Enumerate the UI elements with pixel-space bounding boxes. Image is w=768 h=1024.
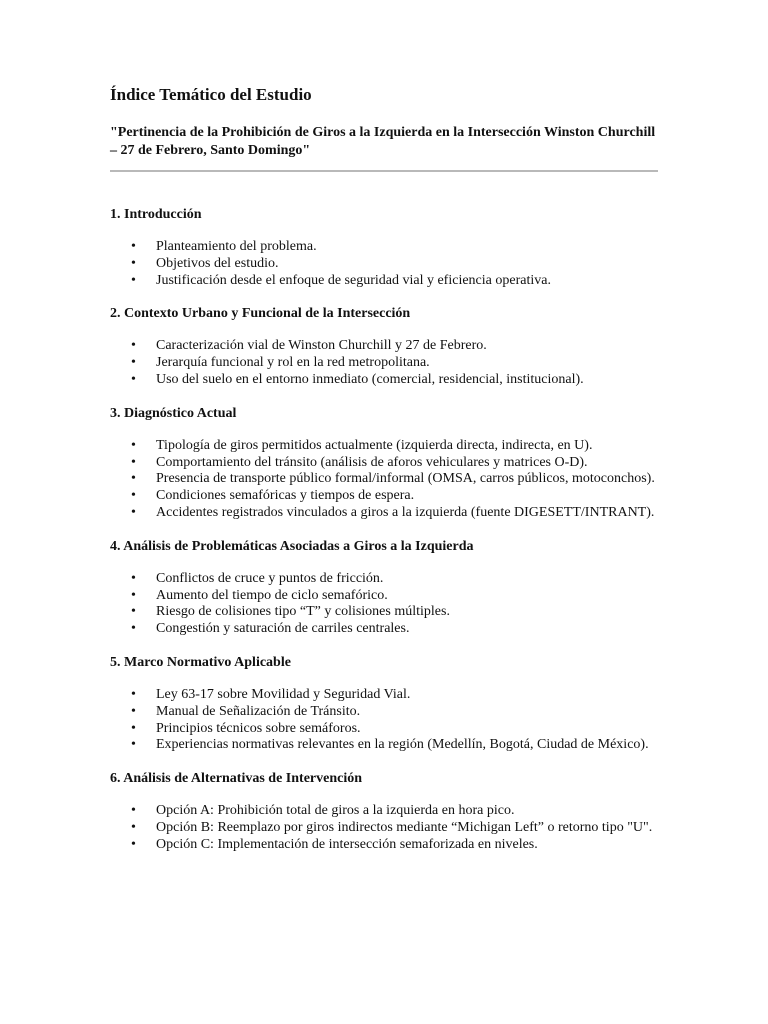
- list-item: [131, 488, 658, 505]
- list-item-text: Comportamiento del tránsito (análisis de aforos vehiculares y matrices O-D).: [156, 454, 588, 470]
- bullet-icon: •: [131, 570, 136, 586]
- list-item: [131, 819, 658, 837]
- bullet-list: [110, 571, 658, 638]
- section-heading: 2. Contexto Urbano y Funcional de la Intersección: [110, 306, 411, 322]
- list-item: [131, 737, 658, 754]
- bullet-icon: •: [131, 272, 136, 288]
- bullet-icon: •: [131, 355, 136, 371]
- list-item-text: Accidentes registrados vinculados a giros a la izquierda (fuente DIGESETT/INTRANT).: [156, 504, 655, 520]
- list-item: [131, 570, 658, 588]
- sections-container: [110, 206, 658, 854]
- title-divider: [110, 170, 658, 172]
- list-item: [131, 454, 658, 472]
- bullet-icon: •: [131, 338, 136, 354]
- bullet-list: [110, 438, 658, 522]
- list-item-text: Tipología de giros permitidos actualmente (izquierda directa, indirecta, en U).: [156, 437, 593, 453]
- bullet-icon: •: [131, 504, 136, 520]
- list-item: [131, 272, 658, 290]
- bullet-icon: •: [131, 587, 136, 603]
- list-item-text: Principios técnicos sobre semáforos.: [156, 720, 361, 736]
- list-item: [131, 803, 658, 820]
- section-heading: 5. Marco Normativo Aplicable: [110, 654, 291, 670]
- list-item: [131, 355, 658, 372]
- bullet-icon: •: [131, 803, 136, 819]
- bullet-icon: •: [131, 836, 136, 852]
- list-item: [131, 371, 658, 389]
- bullet-icon: •: [131, 471, 136, 487]
- list-item: [131, 504, 658, 522]
- list-item-text: Planteamiento del problema.: [156, 239, 317, 254]
- list-item-text: Condiciones semafóricas y tiempos de espera.: [156, 488, 415, 504]
- list-item-text: Manual de Señalización de Tránsito.: [156, 703, 361, 719]
- list-item: [131, 239, 658, 256]
- list-item-text: Caracterización vial de Winston Churchill y 27 de Febrero.: [156, 338, 487, 354]
- bullet-icon: •: [131, 239, 136, 254]
- bullet-icon: •: [131, 437, 136, 453]
- list-item: [131, 720, 658, 738]
- section-heading: 3. Diagnóstico Actual: [110, 405, 237, 421]
- list-item-text: Opción B: Reemplazo por giros indirectos mediante “Michigan Left” o retorno tipo "U".: [156, 819, 653, 835]
- list-item-text: Aumento del tiempo de ciclo semafórico.: [156, 587, 388, 603]
- bullet-list: [110, 803, 658, 853]
- list-item-text: Conflictos de cruce y puntos de fricción.: [156, 570, 384, 586]
- bullet-list: [110, 687, 658, 754]
- bullet-icon: •: [131, 255, 136, 271]
- list-item-text: Presencia de transporte público formal/informal (OMSA, carros públicos, motoconchos).: [156, 471, 655, 487]
- list-item: [131, 621, 658, 638]
- bullet-icon: •: [131, 604, 136, 620]
- bullet-icon: •: [131, 488, 136, 504]
- list-item-text: Jerarquía funcional y rol en la red metropolitana.: [156, 355, 430, 371]
- bullet-icon: •: [131, 686, 136, 702]
- bullet-list: [110, 338, 658, 388]
- list-item: [131, 686, 658, 704]
- bullet-icon: •: [131, 703, 136, 719]
- section-heading: 1. Introducción: [110, 207, 202, 222]
- list-item-text: Objetivos del estudio.: [156, 255, 279, 271]
- list-item: [131, 703, 658, 721]
- list-item-text: Opción A: Prohibición total de giros a la izquierda en hora pico.: [156, 803, 515, 819]
- list-item-text: Congestión y saturación de carriles centrales.: [156, 621, 410, 637]
- list-item-text: Justificación desde el enfoque de seguridad vial y eficiencia operativa.: [156, 272, 551, 288]
- section-heading: 4. Análisis de Problemáticas Asociadas a Giros a la Izquierda: [110, 538, 474, 554]
- bullet-icon: •: [131, 720, 136, 736]
- bullet-icon: •: [131, 454, 136, 470]
- list-item: [131, 471, 658, 488]
- list-item: [131, 587, 658, 605]
- list-item: [131, 338, 658, 355]
- list-item-text: Ley 63-17 sobre Movilidad y Seguridad Vial.: [156, 686, 411, 702]
- bullet-icon: •: [131, 621, 136, 637]
- list-item-text: Uso del suelo en el entorno inmediato (comercial, residencial, institucional).: [156, 371, 584, 387]
- list-item: [131, 836, 658, 854]
- document-page: [110, 84, 658, 870]
- bullet-list: [110, 239, 658, 289]
- list-item: [131, 437, 658, 455]
- document-subtitle: "Pertinencia de la Prohibición de Giros a la Izquierda en la Intersección Winston Churchill – 27 de Febrero, Santo Domingo": [110, 125, 656, 158]
- list-item: [131, 604, 658, 621]
- document-title: Índice Temático del Estudio: [110, 85, 312, 104]
- list-item-text: Experiencias normativas relevantes en la región (Medellín, Bogotá, Ciudad de México).: [156, 737, 649, 753]
- list-item: [131, 255, 658, 273]
- bullet-icon: •: [131, 371, 136, 387]
- section-heading: 6. Análisis de Alternativas de Intervención: [110, 771, 363, 787]
- bullet-icon: •: [131, 737, 136, 753]
- list-item-text: Riesgo de colisiones tipo “T” y colisiones múltiples.: [156, 604, 450, 620]
- bullet-icon: •: [131, 819, 136, 835]
- list-item-text: Opción C: Implementación de intersección semaforizada en niveles.: [156, 836, 538, 852]
